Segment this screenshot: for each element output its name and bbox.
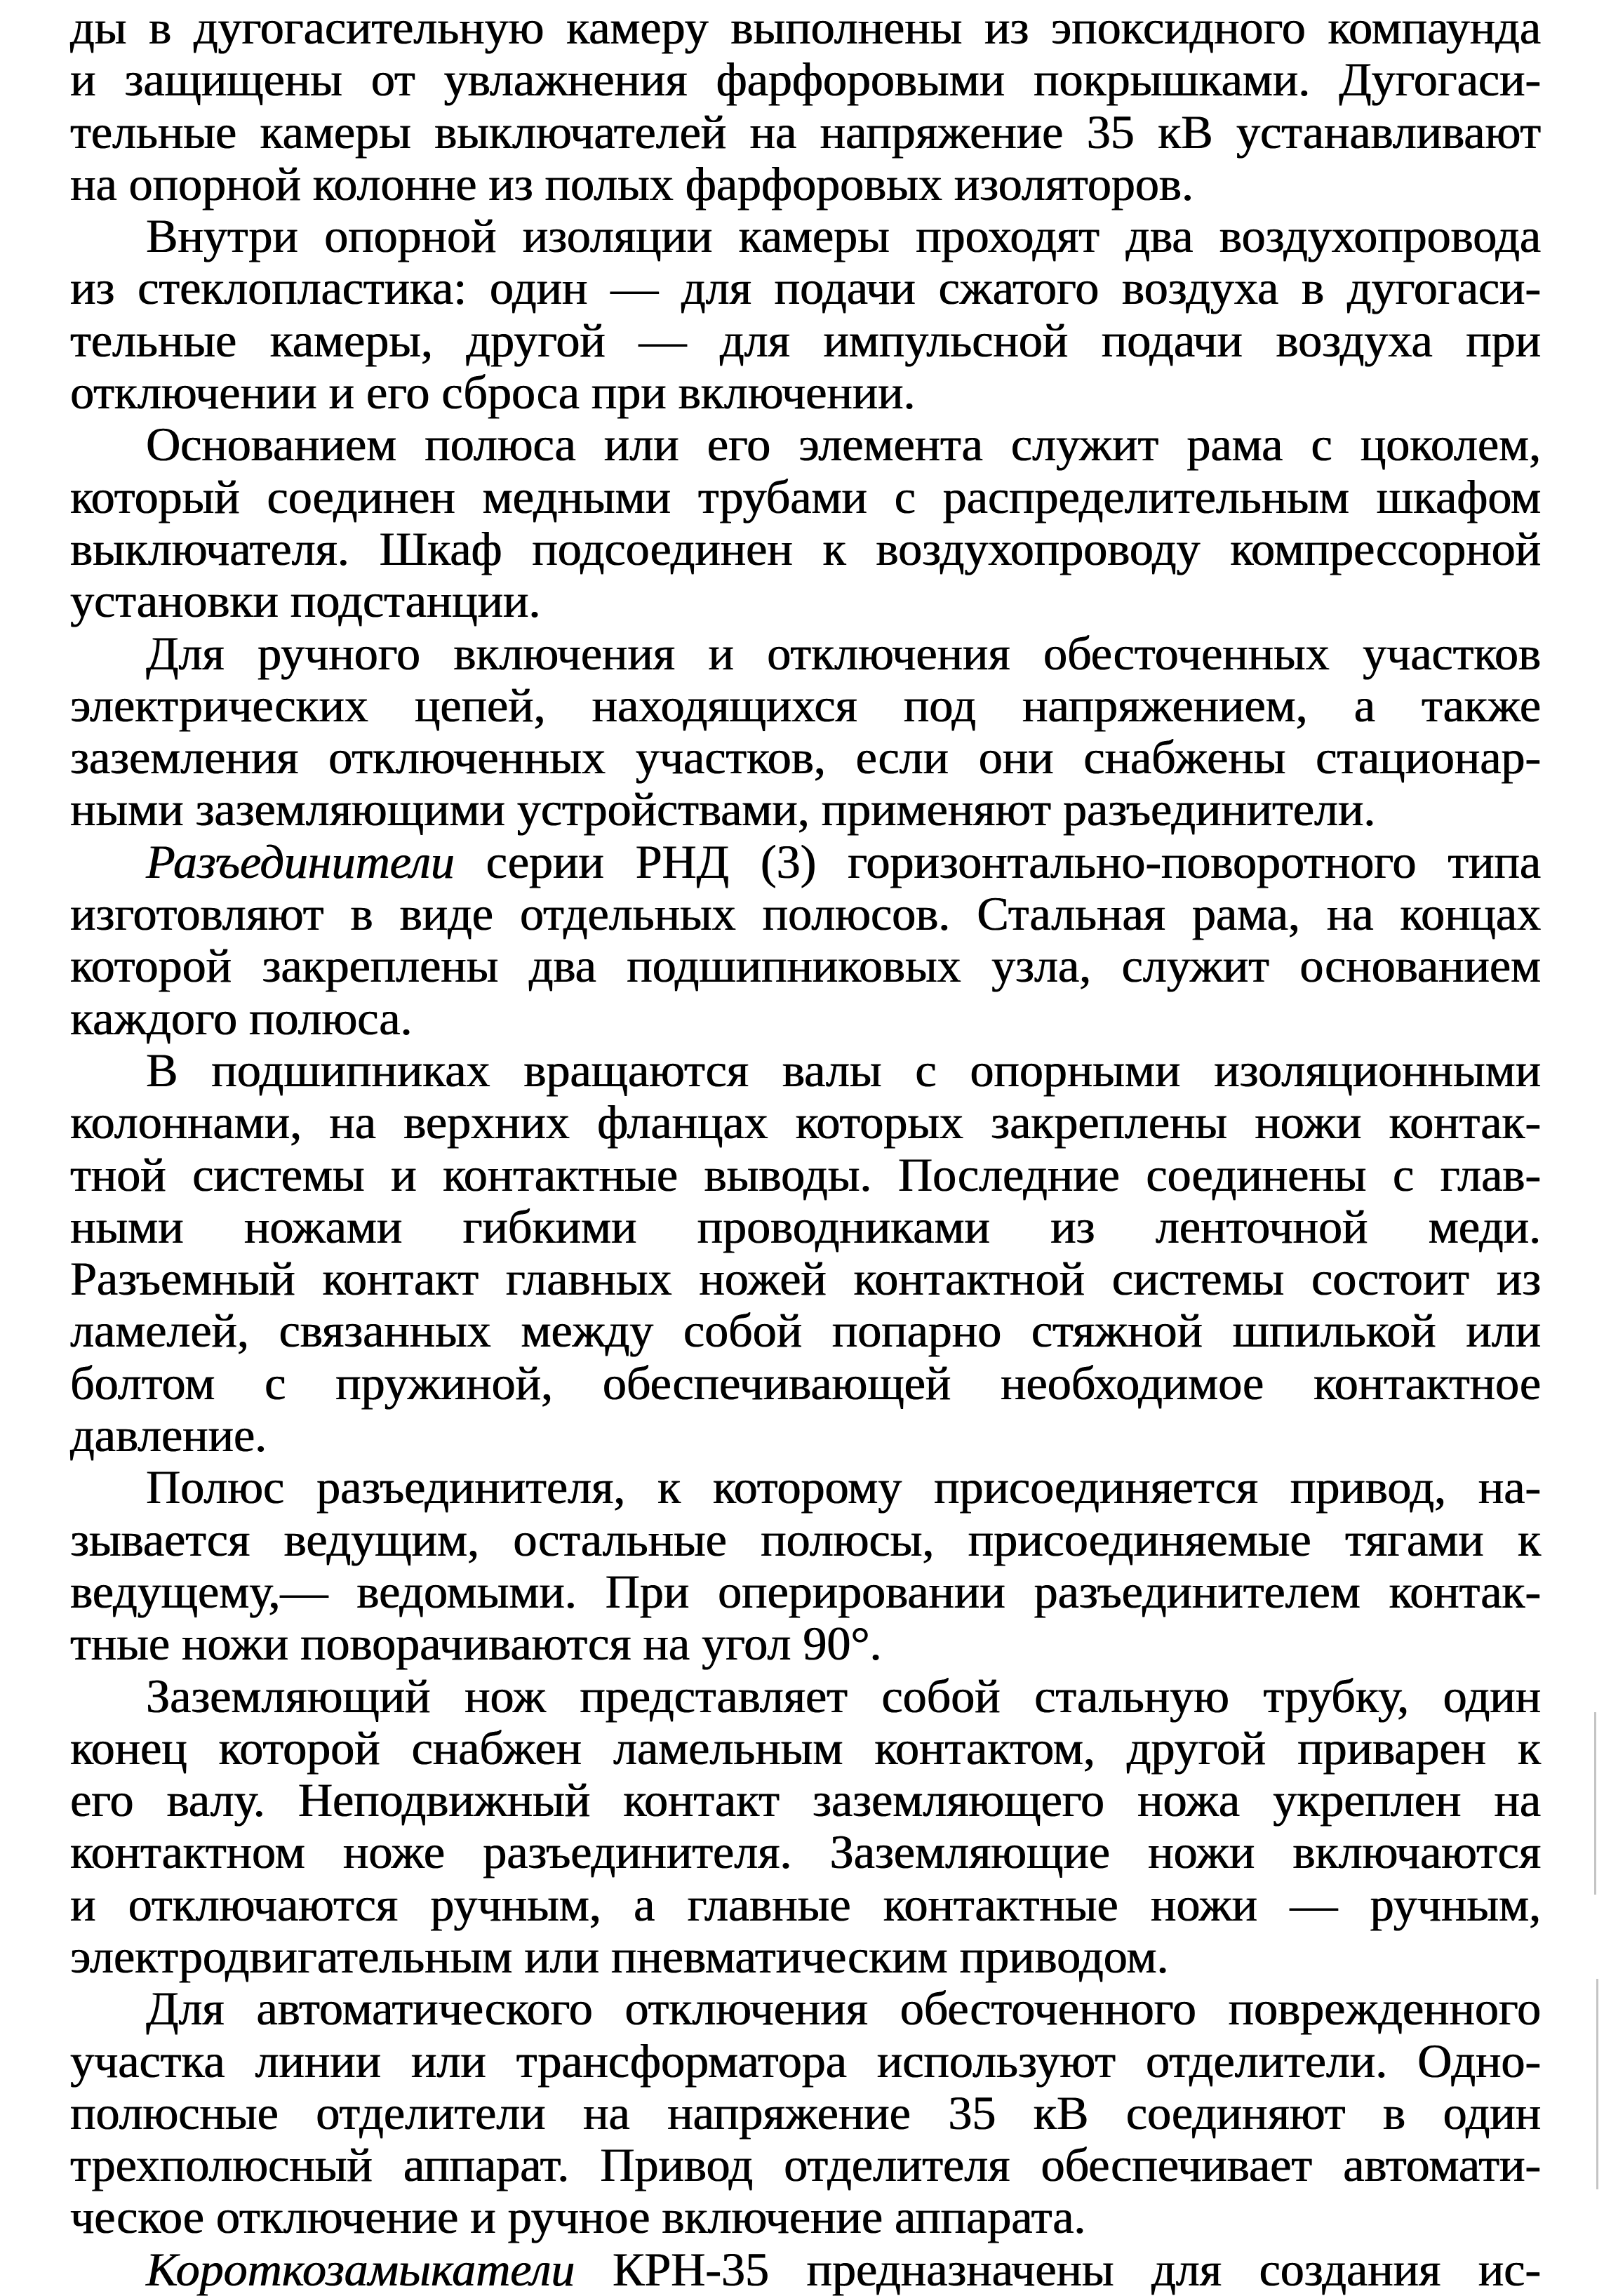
line-text: установки подстанции. <box>70 574 541 628</box>
italic-term: Разъединители <box>146 834 455 888</box>
line-text: полюсные отделители на напряжение 35 кВ соединяют в один <box>70 2085 1541 2140</box>
paragraph <box>70 1670 1541 1983</box>
line-text: тельные камеры, другой — для импульсной подачи воздуха при <box>70 313 1541 367</box>
line-text: участка линии или трансформатора используют отделители. Одно- <box>70 2034 1541 2088</box>
line-text: Основанием полюса или его элемента служит рама с цоколем, <box>146 418 1541 472</box>
text-line <box>70 1722 1541 1774</box>
text-line <box>70 158 1541 210</box>
line-text: каждого полюса. <box>70 991 413 1045</box>
line-text: ными ножами гибкими проводниками из ленточной меди. <box>70 1199 1541 1253</box>
text-line <box>70 2191 1541 2243</box>
paragraph <box>70 836 1541 1044</box>
text-line <box>70 523 1541 575</box>
text-line <box>70 1930 1541 1982</box>
text-line <box>70 992 1541 1044</box>
text-line <box>70 1774 1541 1826</box>
text-line <box>70 1878 1541 1930</box>
line-text: которой закреплены два подшипниковых узла, служит основанием <box>70 939 1541 993</box>
text-line <box>70 471 1541 523</box>
line-text: конец которой снабжен ламельным контактом, другой приварен к <box>70 1721 1541 1775</box>
line-text: ческое отключение и ручное включение аппарата. <box>70 2190 1086 2244</box>
paragraph <box>70 1 1541 210</box>
line-text: и защищены от увлажнения фарфоровыми покрышками. Дугогаси- <box>70 53 1541 107</box>
text-line <box>70 2035 1541 2087</box>
line-text: зывается ведущим, остальные полюсы, присоединяемые тягами к <box>70 1512 1541 1566</box>
text-line <box>70 418 1541 470</box>
text-line <box>70 731 1541 783</box>
text-line <box>70 1461 1541 1513</box>
line-text: ведущему,— ведомыми. При оперировании разъединителем контак- <box>70 1564 1541 1618</box>
line-text: трехполюсный аппарат. Привод отделителя обеспечивает автомати- <box>70 2138 1541 2192</box>
line-text: Для автоматического отключения обесточенного поврежденного <box>146 1982 1541 2036</box>
text-line <box>70 1826 1541 1878</box>
line-text: Для ручного включения и отключения обесточенных участков <box>146 626 1541 680</box>
text-line <box>70 1201 1541 1253</box>
text-line <box>70 1982 1541 2034</box>
paragraph <box>70 2243 1541 2295</box>
text-line <box>70 1304 1541 1356</box>
text-line <box>70 1514 1541 1566</box>
scan-artifact <box>1594 1712 1596 1895</box>
text-line <box>70 783 1541 835</box>
line-text: колоннами, на верхних фланцах которых закреплены ножи контак- <box>70 1095 1541 1149</box>
text-line <box>70 210 1541 262</box>
text-line <box>70 1096 1541 1148</box>
line-text: контактном ноже разъединителя. Заземляющие ножи включаются <box>70 1825 1541 1879</box>
paragraph <box>70 418 1541 627</box>
line-text: Внутри опорной изоляции камеры проходят два воздухопровода <box>146 209 1541 263</box>
text-line <box>70 262 1541 314</box>
italic-term: Короткозамыкатели <box>146 2242 575 2296</box>
text-line <box>70 1149 1541 1201</box>
text-line <box>70 1670 1541 1722</box>
line-text: электродвигательным или пневматическим приводом. <box>70 1929 1169 1983</box>
line-text: ными заземляющими устройствами, применяют разъединители. <box>70 782 1376 836</box>
text-line <box>70 106 1541 158</box>
paragraph <box>70 1461 1541 1669</box>
text-line <box>70 2139 1541 2191</box>
line-text: тной системы и контактные выводы. Последние соединены с глав- <box>70 1147 1541 1201</box>
text-line <box>70 1357 1541 1409</box>
text-line <box>70 940 1541 992</box>
line-text: тные ножи поворачиваются на угол 90°. <box>70 1617 882 1671</box>
line-text: КРН-35 предназначены для создания ис- <box>575 2242 1541 2296</box>
line-text: на опорной колонне из полых фарфоровых изоляторов. <box>70 156 1194 211</box>
line-text: выключателя. Шкаф подсоединен к воздухопроводу компрессорной <box>70 521 1541 575</box>
paragraph <box>70 627 1541 836</box>
line-text: болтом с пружиной, обеспечивающей необходимое контактное <box>70 1356 1541 1410</box>
line-text: Полюс разъединителя, к которому присоединяется привод, на- <box>146 1460 1541 1514</box>
line-text: который соединен медными трубами с распределительным шкафом <box>70 469 1541 523</box>
line-text: давление. <box>70 1408 267 1462</box>
text-line <box>70 1 1541 53</box>
text-line <box>70 1044 1541 1096</box>
text-line <box>70 2243 1541 2295</box>
text-line <box>70 1253 1541 1304</box>
line-text: его валу. Неподвижный контакт заземляющего ножа укреплен на <box>70 1773 1541 1827</box>
document-page <box>70 1 1541 2295</box>
line-text: отключении и его сброса при включении. <box>70 366 916 420</box>
text-line <box>70 679 1541 731</box>
line-text: заземления отключенных участков, если они снабжены стационар- <box>70 730 1541 785</box>
text-line <box>70 366 1541 418</box>
scan-artifact <box>1596 1979 1598 2189</box>
line-text: В подшипниках вращаются валы с опорными изоляционными <box>146 1043 1541 1097</box>
line-text: изготовляют в виде отдельных полюсов. Стальная рама, на концах <box>70 887 1541 941</box>
text-line <box>70 1617 1541 1669</box>
line-text: Разъемный контакт главных ножей контактной системы состоит из <box>70 1252 1541 1306</box>
line-text: серии РНД (3) горизонтально-поворотного типа <box>454 834 1541 888</box>
paragraph <box>70 210 1541 418</box>
line-text: ламелей, связанных между собой попарно стяжной шпилькой или <box>70 1304 1541 1358</box>
line-text: из стеклопластика: один — для подачи сжатого воздуха в дугогаси- <box>70 261 1541 315</box>
text-line <box>70 1566 1541 1617</box>
paragraph <box>70 1982 1541 2243</box>
line-text: и отключаются ручным, а главные контактные ножи — ручным, <box>70 1877 1541 1931</box>
text-line <box>70 627 1541 679</box>
line-text: электрических цепей, находящихся под напряжением, а также <box>70 678 1541 732</box>
text-line <box>70 836 1541 888</box>
paragraph <box>70 1044 1541 1461</box>
text-line <box>70 53 1541 105</box>
line-text: ды в дугогасительную камеру выполнены из эпоксидного компаунда <box>70 1 1541 54</box>
line-text: Заземляющий нож представляет собой стальную трубку, один <box>146 1669 1541 1723</box>
text-line <box>70 888 1541 940</box>
text-line <box>70 314 1541 366</box>
text-line <box>70 575 1541 627</box>
text-line <box>70 2087 1541 2139</box>
text-line <box>70 1409 1541 1461</box>
line-text: тельные камеры выключателей на напряжение 35 кВ устанавливают <box>70 105 1541 159</box>
